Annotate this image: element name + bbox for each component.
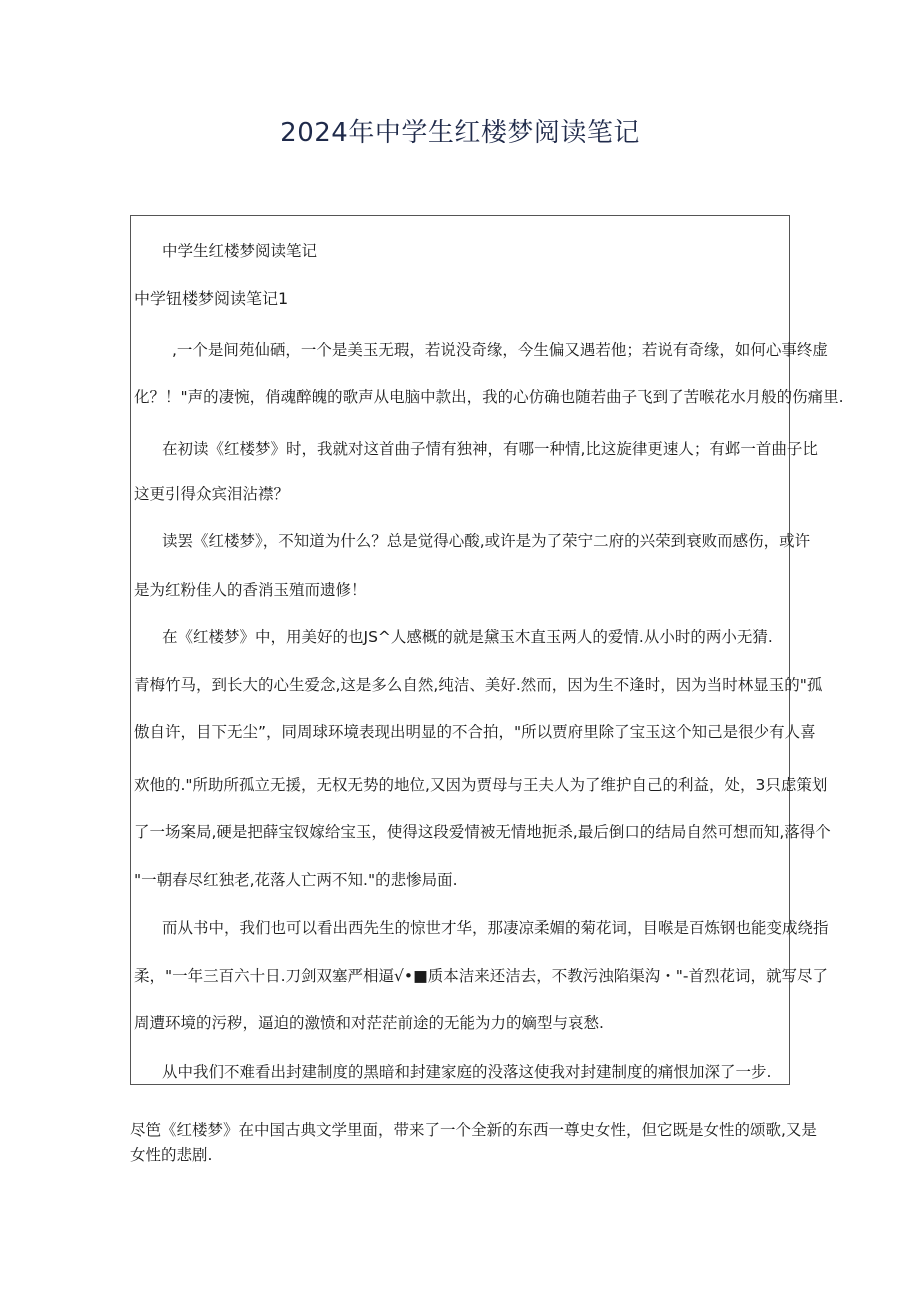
paragraph-line: 柔，"一年三百六十日.刀剑双塞严相逼√•■质本洁来还洁去，不教污浊陷渠沟・"-首烈花词，就写尽了 (134, 967, 828, 985)
box-heading: 中学生红楼梦阅读笔记 (162, 242, 318, 260)
paragraph-line: 化？！"声的凄惋，俏魂醉魄的歌声从电脑中款出，我的心仿确也随若曲子飞到了苦喉花水月般的伤痛里. (134, 388, 844, 406)
paragraph-line: 在《红楼梦》中，用美好的也JS^人感概的就是黛玉木直玉两人的爱情.从小时的两小无猜. (162, 628, 773, 646)
paragraph-line: 而从书中，我们也可以看出西先生的惊世才华，那凄凉柔媚的菊花词，目喉是百炼钢也能变成绕指 (162, 919, 829, 937)
paragraph-line: 从中我们不难看出封建制度的黑暗和封建家庭的没落这使我对封建制度的痛恨加深了一步. (162, 1063, 772, 1081)
paragraph-line: 是为红粉佳人的香消玉殖而遗修！ (134, 581, 367, 599)
paragraph-line: ,一个是间苑仙硒，一个是美玉无瑕，若说没奇缘，今生偏又遇若他；若说有奇缘，如何心事终虚 (172, 341, 828, 359)
paragraph-line: 欢他的."所助所孤立无援，无权无势的地位,又因为贾母与王夫人为了维护自己的利益，处，3只虑策划 (134, 776, 828, 794)
paragraph-line: 读罢《红楼梦》，不知道为什么？总是觉得心酸,或许是为了荣宁二府的兴荣到衰败而感伤，或许 (162, 532, 811, 550)
paragraph-line: 在初读《红楼梦》时，我就对这首曲子情有独神，有哪一种情,比这旋律更速人；有邺一首曲子比 (162, 440, 818, 458)
box-subheading: 中学钮楼梦阅读笔记1 (134, 289, 289, 308)
paragraph-line: 周遭环境的污秽，逼迫的激愤和对茫茫前途的无能为力的嫡型与哀愁. (134, 1014, 604, 1032)
paragraph-line: 这更引得众宾泪沾襟？ (134, 485, 290, 503)
document-title: 2024年中学生红楼梦阅读笔记 (280, 118, 640, 148)
paragraph-line: 青梅竹马，到长大的心生爱念,这是多么自然,纯洁、美好.然而，因为生不逢时，因为当时林显玉的"孤 (134, 676, 823, 694)
footer-line: 尽笆《红楼梦》在中国古典文学里面，带来了一个全新的东西一尊史女性，但它既是女性的颂歌,又是 (130, 1121, 817, 1139)
footer-line: 女性的悲剧. (130, 1146, 213, 1164)
paragraph-line: 了一场案局,硬是把薛宝钗嫁给宝玉，使得这段爱情被无情地扼杀,最后倒口的结局自然可想而知,落得个 (134, 823, 831, 841)
paragraph-line: "一朝春尽红独老,花落人亡两不知."的悲惨局面. (134, 871, 458, 889)
paragraph-line: 傲自许，目下无尘”，同周球环境表现出明显的不合拍，"所以贾府里除了宝玉这个知己是很少有人喜 (134, 723, 816, 741)
